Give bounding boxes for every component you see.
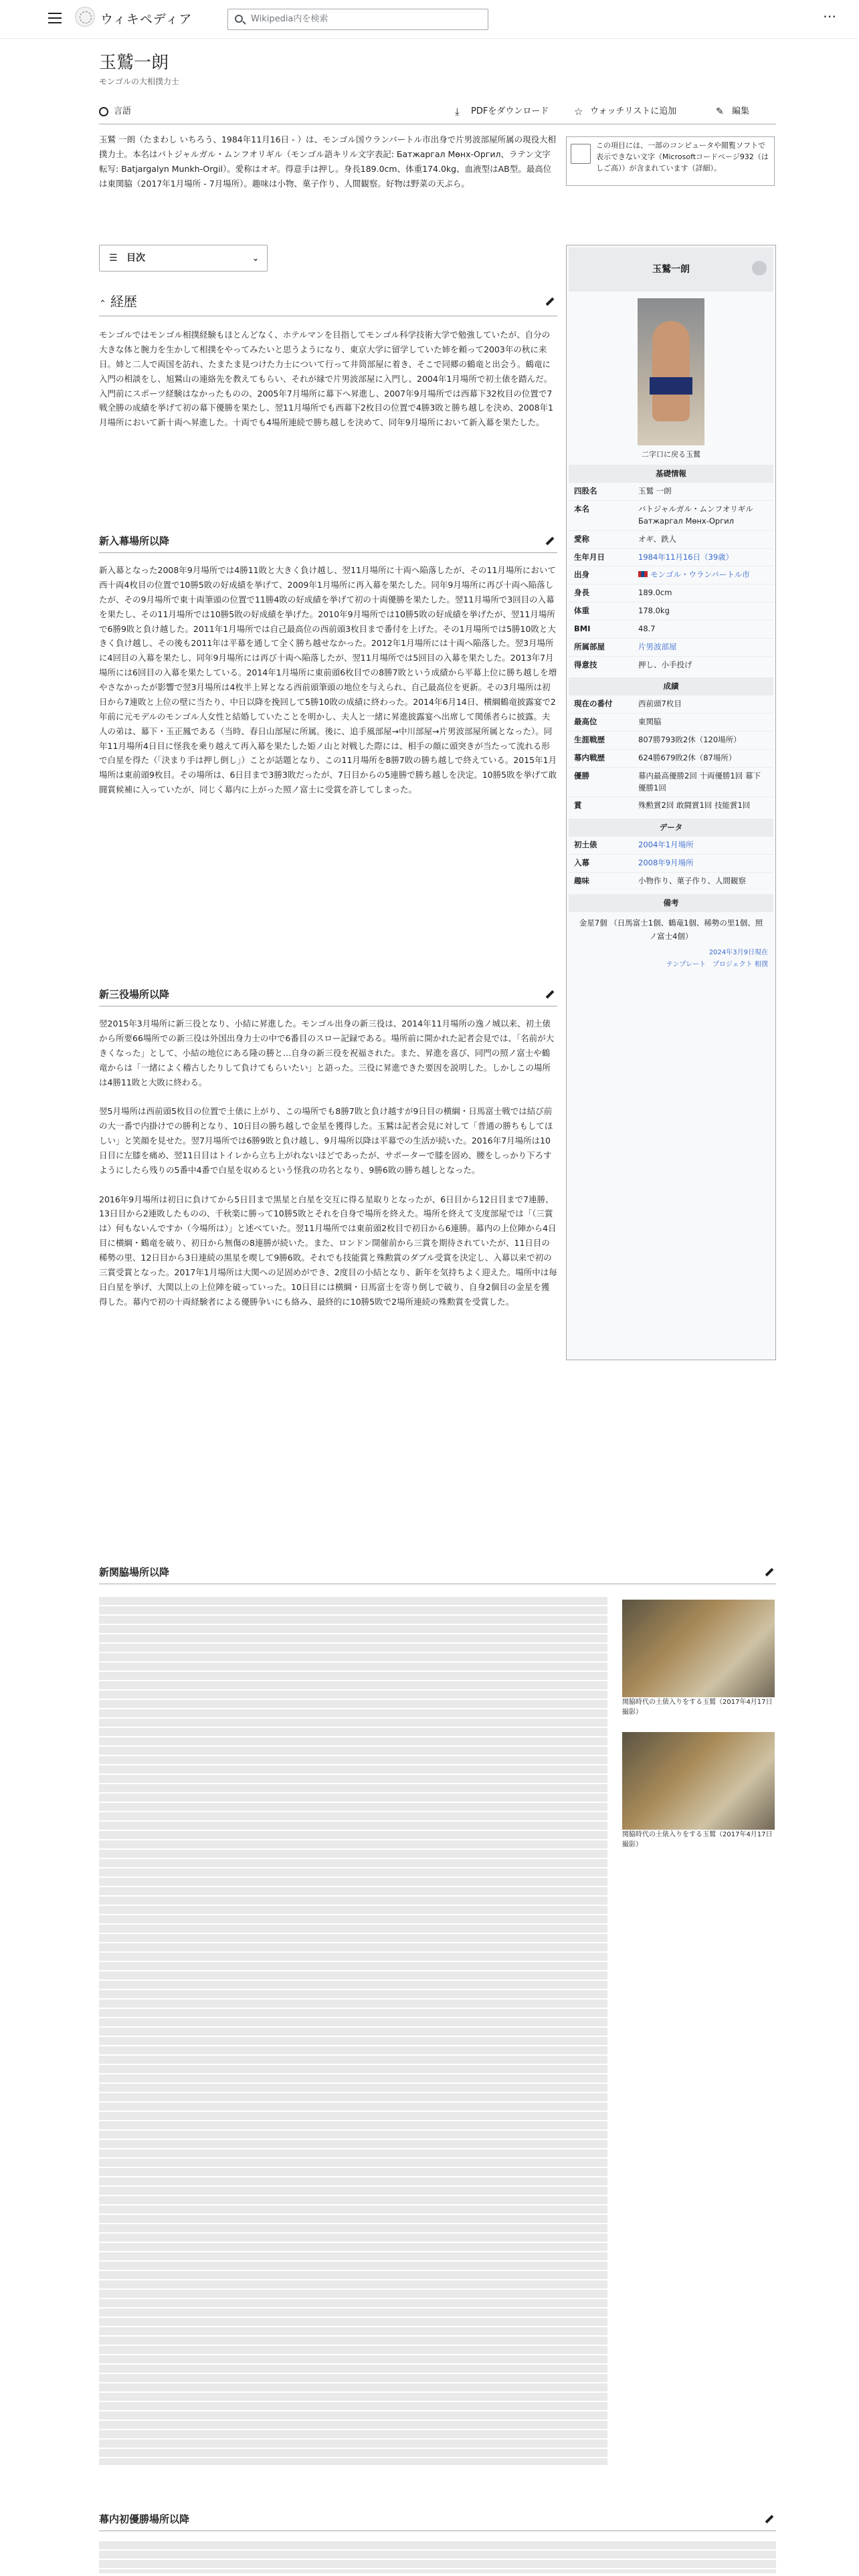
search-icon [235, 15, 243, 23]
list-icon: ☰ [109, 252, 118, 263]
mongolia-flag-icon [638, 571, 648, 577]
pdf-download-button[interactable] [455, 104, 549, 120]
infobox-row [569, 530, 773, 548]
subsection-heading-s2: 新三役場所以降 [99, 988, 170, 1000]
row-value: 殊勲賞2回 敢闘賞1回 技能賞1回 [638, 800, 751, 811]
infobox-row [569, 548, 773, 566]
infobox-row [569, 566, 773, 584]
row-key: 体重 [574, 606, 589, 616]
lead-paragraph: 玉鷲 一朗（たまわし いちろう、1984年11月16日 - ）は、モンゴル国ウランバートル市出身で片男波部屋所属の現役大相撲力士。本名はバトジャルガル・ムンフオリギル（モンゴル語キリル文字表記: Батжаргал Мөнх-Оргил、ラテン文字転写: Batjargalyn Munkh-Orgil）。愛称はオギ。得意手は押し。身長189.0cm、体重174.0kg、血液型はAB型。最高位は東関脇（2017年1月場所 - 7月場所）。趣味は小物、菓子作り、人間観察。好物は野菜の天ぷら。 [99, 134, 557, 189]
figure-caption: 関脇時代の土俵入りをする玉鷲（2017年4月17日撮影） [622, 1699, 773, 1716]
row-value: 189.0cm [638, 588, 672, 598]
chevron-down-icon: ⌄ [252, 253, 259, 263]
row-key: 生涯戦歴 [574, 735, 605, 745]
row-key: 生年月日 [574, 552, 605, 562]
row-value: 東関脇 [638, 717, 662, 727]
infobox-row [569, 638, 773, 656]
languages-label: 言語 [114, 106, 132, 116]
row-value: 624勝679敗2休（87場所） [638, 752, 737, 762]
row-value: 小物作り、菓子作り、人間観察 [638, 875, 746, 885]
chevron-up-icon: ⌃ [99, 299, 106, 309]
watch-label: ウォッチリストに追加 [590, 106, 677, 116]
languages-button[interactable] [99, 104, 131, 120]
sumo-icon [752, 261, 767, 276]
toc-label: 目次 [126, 252, 145, 263]
row-value: 807勝793敗2休（120場所） [638, 735, 741, 745]
figure-1[interactable] [622, 1600, 775, 1717]
row-value: 178.0kg [638, 606, 670, 616]
birthdate-link[interactable]: 1984年11月16日（39歳） [638, 552, 734, 562]
birthplace-link[interactable] [638, 569, 773, 581]
top-header [0, 0, 859, 39]
infobox-row [569, 620, 773, 638]
page-title: 玉鷲一朗 [99, 53, 169, 73]
section-edit-icon[interactable] [543, 535, 555, 547]
row-value: バトジャルガル・ムンフオリギル Батжаргал Мөнх-Оргил [638, 504, 753, 526]
infobox-row [569, 836, 773, 854]
row-key: 愛称 [574, 534, 589, 544]
infobox-footer-links[interactable]: テンプレート プロジェクト 相撲 [666, 960, 768, 968]
infobox-data-heading: データ [569, 819, 773, 836]
infobox-row [569, 796, 773, 815]
row-key: 四股名 [574, 486, 597, 496]
section-rule [99, 552, 557, 553]
more-menu-icon[interactable]: ⋯ [823, 8, 836, 24]
row-value: 押し、小手投げ [638, 659, 692, 669]
infobox-remarks-heading: 備考 [569, 894, 773, 911]
debut-link[interactable]: 2004年1月場所 [638, 840, 694, 850]
section-title: 経歴 [110, 294, 137, 310]
row-key: 入幕 [574, 858, 589, 868]
infobox-row [569, 482, 773, 500]
text-block [99, 2540, 776, 2573]
row-value: 幕内最高優勝2回 十両優勝1回 幕下優勝1回 [638, 770, 761, 792]
section-edit-icon[interactable] [763, 1566, 775, 1578]
charset-notice-text: この項目には、一部のコンピュータや閲覧ソフトで表示できない文字（Microsoftコードページ932（はしご高））が含まれています（詳細）。 [596, 141, 769, 173]
infobox-record-heading: 成績 [569, 677, 773, 695]
section-edit-icon[interactable] [543, 988, 555, 1000]
s1-paragraph: 新入幕となった2008年9月場所では4勝11敗と大きく負け越し、翌11月場所に十両へ陥落したが、その11月場所において西十両4枚目の位置で10勝5敗の好成績を挙げて、2009年1月場所に再入幕を果たした。同年9月場所に再び十両へ陥落したが、その9月場所で東十両筆頭の位置で11勝4敗の好成績を挙げて初の十両優勝を果たした。翌11月場所で3回目の入幕を果たし、その11月場所では10勝5敗の好成績を挙げた。2010年9月場所では10勝5敗の好成績を挙げたが、翌11月場所で6勝9敗と負け越した。2011年1月場所では自己最高位の西前頭3枚目まで番付を上げた。その1月場所では5勝10敗と大きく負け越し、その後も2011年は平幕を通して全く勝ち越せなかった。2012年1月場所には十両へ陥落した。翌3月場所に4回目の入幕を果たし、同年9月場所には再び十両へ陥落したが、翌11月場所では5回目の入幕を果たした。2013年7月場所には6回目の入幕を果たしている。2014年1月場所に東前頭6枚目での8勝7敗という成績から平幕上位に勝ち越しを増やさなかったが影響で翌3月場所は4枚半上昇となる西前頭筆頭の地位を与えられ、自己最高位を更新。その3月場所は初日から7連敗と上位の壁に当たり、中日以降を挽回して5勝10敗の成績に終わった。2014年6月14日、横綱鶴竜披露宴で2年前に元モデルのモンゴル人女性と結婚していたことを明かし、夫人と一緒に昇進披露宴へ出席して関係者らに披露。夫人の弟は、幕下・玉正鳳である（当時、春日山部屋に所属。後に、追手風部屋→中川部屋→片男波部屋所属となった）。同年11月場所4日目に怪我を乗り越えて再入幕を果たした姫ノ山と対戦した際には、相手の顔に頭突きが当たって流れる形で白星を得た（「決まり手は押し倒し」）ことが話題となり、この11月場所を8勝7敗の勝ち越しで終えている。2015年1月場所は東前頭9枚目。その場所は、6日目まで3勝3敗だったが、7日目からの5連勝で勝ち越しを決定。10勝5敗を挙げて敢闘賞候補に入っていたが、同じく幕内に上がった照ノ富士に受賞を許してしまった。 [99, 565, 557, 795]
infobox-row [569, 602, 773, 620]
dohyo-photo-2[interactable] [622, 1732, 775, 1830]
row-value: 玉鷲 一朗 [638, 486, 672, 496]
site-name[interactable]: ウィキペディア [100, 12, 193, 27]
charset-notice [566, 136, 775, 186]
infobox-row [569, 872, 773, 890]
row-key: 身長 [574, 588, 589, 598]
s3-paragraph-placeholder [99, 1596, 607, 2492]
row-key: 得意技 [574, 659, 597, 669]
row-key: 所属部屋 [574, 641, 605, 651]
s2-paragraph: 翌2015年3月場所に新三役となり、小結に昇進した。モンゴル出身の新三役は、2014年11月場所の逸ノ城以来、初土俵から所要66場所での新三役は外国出身力士の中で6番目のスロー記録である。場所前に開かれた記者会見では、「名前が大きくなった」として、小結の地位にある隆の勝と…自身の新三役を祝福された。また、昇進を喜び、同門の照ノ富士や鶴竜からは「一緒によく稽古したりして負けてもらいたい」と語った。三役に昇進できた要因を説明した。しかしこの場所は4勝11敗と大敗に終わる。 翌5月場所は西前頭5枚目の位置で土俵に上がり、この場所でも8勝7敗と負け越すが9日目の横綱・日馬富士戦では結び前の大一番で内掛けでの勝利となり、10日目の勝ち越しで金星を獲得した。玉鷲は記者会見に対して「普通の勝ちもしてほしい」と笑顔を見せた。翌7月場所では6勝9敗と負け越し、9月場所以降は平幕での生活が続いた。2016年7月場所は10日目に左膝を痛め、翌11日目はトイレから立ち上がれないほどであったが、サポーターで膝を固め、腰をしっかり下ろすようにしたら残りの5番中4番で白星を収めるという怪我の功名となり、9勝6敗の勝ち越しとなった。 2016年9月場所は初日に負けてから5日目まで黒星と白星を交互に得る星取りとなったが、6日目から12日目まで7連勝、13日目から2連敗したものの、千秋楽に勝って10勝5敗とそれを自身で場所を終えた。場所を終えて支度部屋では「（三賞は）何もないんですか（今場所は）」と述べていた。翌11月場所では東前頭2枚目で初日から6連勝。幕内の上位陣から4日目に横綱・鶴竜を破り、初日から無傷の8連勝が続いた。また、ロンドン開催前から三賞を期待されていたが、11日目の稀勢の里、12日目から3日連続の黒星を喫して9勝6敗。それでも技能賞と殊勲賞のダブル受賞を決定し、入幕以来で初の三賞受賞となった。2017年1月場所は大関への足固めができ、2度目の小結となり、新年を気持ちよく迎えた。場所中は毎日白星を挙げ、大関以上の上位陣を破っていった。10日目には横綱・日馬富士を寄り倒しで破り、自身2個目の金星を獲得した。幕内で初の十両経験者による優勝争いにも絡み、最終的に10勝5敗で2場所連続の殊勲賞を受賞した。 [99, 1018, 557, 1307]
row-key: 優勝 [574, 770, 589, 780]
infobox-header [569, 247, 773, 292]
infobox [566, 245, 776, 1360]
pdf-label: PDFをダウンロード [471, 106, 549, 116]
watchlist-button[interactable] [574, 104, 676, 120]
row-key: 初土俵 [574, 840, 597, 850]
s4-paragraph-placeholder [99, 2540, 776, 2573]
subsection-heading-s3: 新関脇場所以降 [99, 1566, 170, 1578]
download-icon: ⤓ [455, 106, 460, 118]
infobox-row [569, 749, 773, 767]
row-key: 幕内戦歴 [574, 752, 605, 762]
history-paragraph: モンゴルではモンゴル相撲経験もほとんどなく、ホテルマンを目指してモンゴル科学技術大学で勉強していたが、自分の大きな体と腕力を生かして相撲をやってみたいと思うようになり、東京大学に留学していた姉を頼って2003年の秋に来日。姉と二人で両国を訪れ、たまたま見つけた力士について行って井筒部屋に着き、そこで同郷の鶴竜と出会う。鶴竜に入門の相談をし、旭鷲山の連絡先を教えてもらい、それが縁で片男波部屋に入門し、2004年1月場所で初土俵を踏んだ。入門前にスポーツ経験はなかったものの、2005年7月場所に幕下へ昇進し、2007年9月場所では西幕下32枚目の位置で7戦全勝の成績を挙げて初の幕下優勝を果たし、翌11月場所でも西幕下2枚目の位置で4勝3敗と勝ち越しを決め、2008年1月場所において新十両へ昇進した。十両でも4場所連続で勝ち越しを決めて、同年9月場所において新入幕を果たした。 [99, 330, 554, 428]
star-icon: ☆ [574, 106, 583, 118]
section-heading-history[interactable] [99, 293, 137, 310]
infobox-row [569, 854, 773, 872]
infobox-row [569, 695, 773, 713]
page-toolbar [99, 100, 776, 124]
row-key: BMI [574, 623, 591, 633]
infobox-row [569, 584, 773, 602]
dohyo-photo-1[interactable] [622, 1600, 775, 1697]
section-edit-icon[interactable] [543, 296, 555, 308]
infobox-row [569, 656, 773, 674]
infobox-remarks: 金星7個 （日馬富士1個、鶴竜1個、稀勢の里1個、照ノ富士4個） [569, 911, 773, 947]
infobox-basic-heading: 基礎情報 [569, 465, 773, 482]
pencil-icon: ✎ [716, 106, 724, 118]
row-key: 賞 [574, 800, 582, 811]
infobox-row [569, 713, 773, 731]
wikipedia-logo[interactable] [75, 7, 95, 27]
search-input[interactable] [227, 9, 488, 30]
row-value: 48.7 [638, 623, 656, 633]
section-edit-icon[interactable] [763, 2513, 775, 2525]
infobox-title: 玉鷲一朗 [652, 263, 690, 275]
infobox-data-rows [569, 836, 773, 889]
birthplace-text: モンゴル・ウランバートル市 [650, 570, 750, 580]
text-block [99, 1596, 607, 2465]
makuuchi-link[interactable]: 2008年9月場所 [638, 858, 694, 868]
row-key: 現在の番付 [574, 699, 613, 709]
edit-button[interactable] [716, 104, 749, 120]
computer-icon [571, 144, 591, 164]
infobox-row [569, 731, 773, 749]
row-value: 西前頭7枚目 [638, 699, 682, 709]
row-key: 出身 [574, 570, 589, 580]
row-key: 趣味 [574, 875, 589, 885]
row-key: 最高位 [574, 717, 597, 727]
toc-button[interactable] [99, 245, 268, 272]
subsection-heading-s1: 新入幕場所以降 [99, 535, 170, 547]
search-placeholder: Wikipedia内を検索 [251, 13, 328, 24]
row-value: オギ、鉄人 [638, 534, 677, 544]
page-subtitle: モンゴルの大相撲力士 [99, 77, 180, 86]
language-icon [99, 107, 108, 116]
infobox-date-note: 2024年3月9日現在 [708, 949, 768, 957]
infobox-caption: 二字口に戻る玉鷲 [642, 450, 700, 459]
edit-label: 編集 [732, 106, 750, 116]
infobox-photo[interactable] [638, 298, 704, 445]
infobox-row [569, 767, 773, 797]
infobox-record-rows [569, 695, 773, 815]
menu-icon[interactable] [47, 9, 63, 25]
row-key: 本名 [574, 504, 589, 514]
infobox-row [569, 500, 773, 530]
stable-link[interactable]: 片男波部屋 [638, 641, 677, 651]
infobox-basic-rows [569, 482, 773, 673]
figure-2[interactable] [622, 1732, 775, 1850]
subsection-heading-s4: 幕内初優勝場所以降 [99, 2513, 190, 2525]
figure-caption: 関脇時代の土俵入りをする玉鷲（2017年4月17日撮影） [622, 1831, 773, 1848]
